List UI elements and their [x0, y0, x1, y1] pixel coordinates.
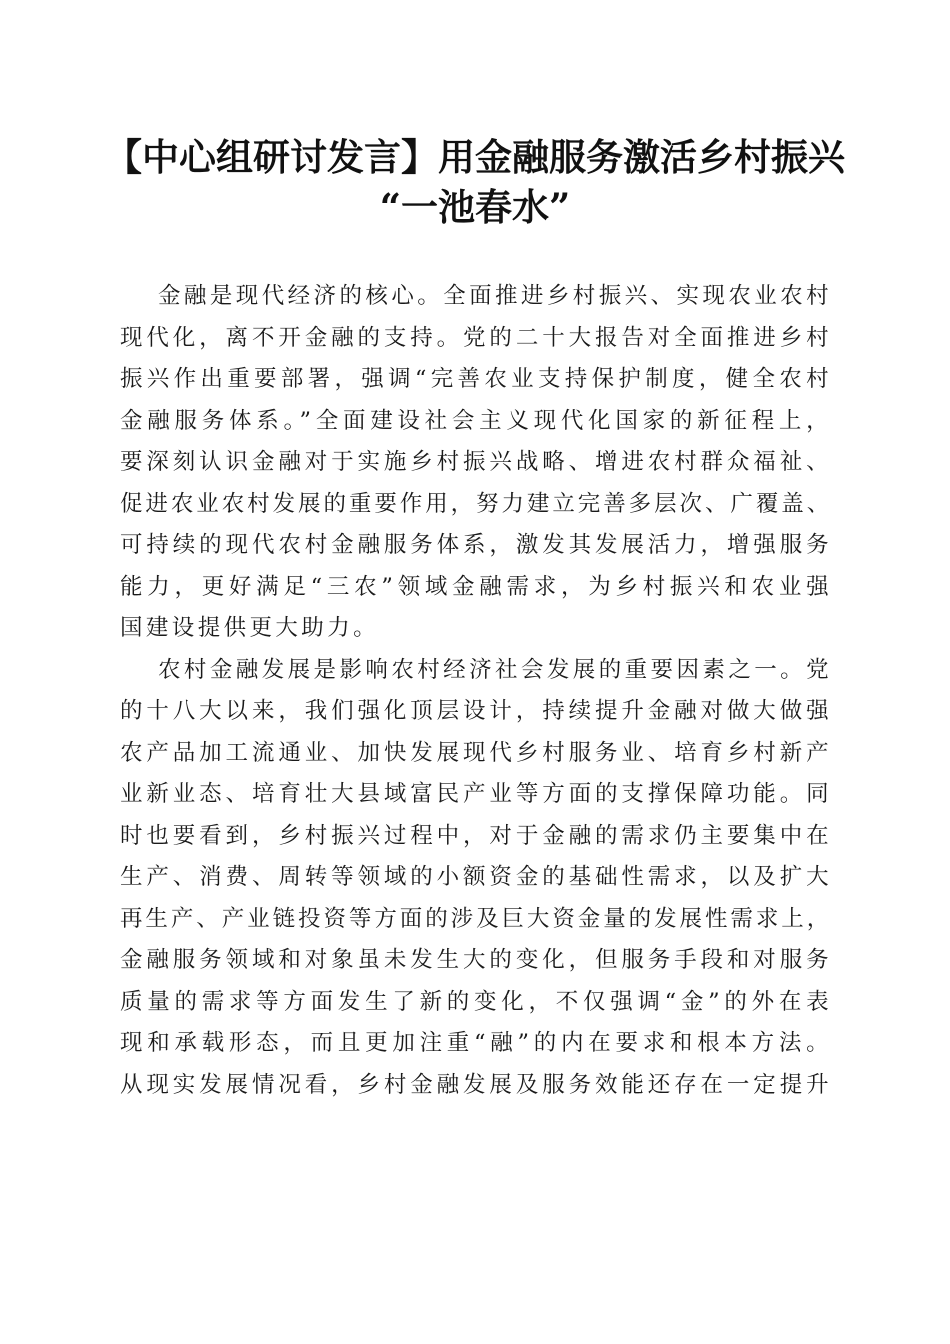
text-line: 从现实发展情况看，乡村金融发展及服务效能还存在一定提升 — [120, 1071, 832, 1098]
text-line: 时也要看到，乡村振兴过程中，对于金融的需求仍主要集中在 — [120, 822, 832, 849]
document-title — [100, 132, 850, 232]
title-line-2: “一池春水” — [379, 185, 571, 229]
text-line: 的十八大以来，我们强化顶层设计，持续提升金融对做大做强 — [120, 698, 832, 724]
text-line: 能力，更好满足“三农”领域金融需求，为乡村振兴和农业强 — [120, 573, 832, 600]
text-line: 金融服务体系。”全面建设社会主义现代化国家的新征程上， — [120, 407, 832, 434]
text-line: 质量的需求等方面发生了新的变化，不仅强调“金”的外在表 — [120, 988, 832, 1015]
text-line: 金融服务领域和对象虽未发生大的变化，但服务手段和对服务 — [120, 947, 832, 973]
title-line-1: 【中心组研讨发言】用金融服务激活乡村振兴 — [105, 135, 845, 179]
text-line: 农村金融发展是影响农村经济社会发展的重要因素之一。党 — [158, 656, 832, 683]
text-line: 要深刻认识金融对于实施乡村振兴战略、增进农村群众福祉、 — [120, 449, 832, 475]
text-line: 可持续的现代农村金融服务体系，激发其发展活力，增强服务 — [120, 532, 832, 558]
paragraph-2 — [120, 650, 832, 1107]
text-line: 振兴作出重要部署，强调“完善农业支持保护制度，健全农村 — [120, 366, 832, 392]
text-line: 再生产、产业链投资等方面的涉及巨大资金量的发展性需求上， — [120, 905, 832, 932]
document-body — [120, 276, 832, 1106]
text-line: 金融是现代经济的核心。全面推进乡村振兴、实现农业农村 — [158, 283, 832, 309]
text-line: 现和承载形态，而且更加注重“融”的内在要求和根本方法。 — [120, 1030, 832, 1056]
text-line: 国建设提供更大助力。 — [120, 615, 380, 641]
text-line: 生产、消费、周转等领域的小额资金的基础性需求，以及扩大 — [120, 864, 832, 890]
text-line: 业新业态、培育壮大县域富民产业等方面的支撑保障功能。同 — [120, 781, 832, 807]
text-line: 促进农业农村发展的重要作用，努力建立完善多层次、广覆盖、 — [120, 490, 832, 517]
text-line: 现代化，离不开金融的支持。党的二十大报告对全面推进乡村 — [120, 324, 832, 351]
text-line: 农产品加工流通业、加快发展现代乡村服务业、培育乡村新产 — [120, 739, 832, 766]
paragraph-1 — [120, 276, 832, 650]
